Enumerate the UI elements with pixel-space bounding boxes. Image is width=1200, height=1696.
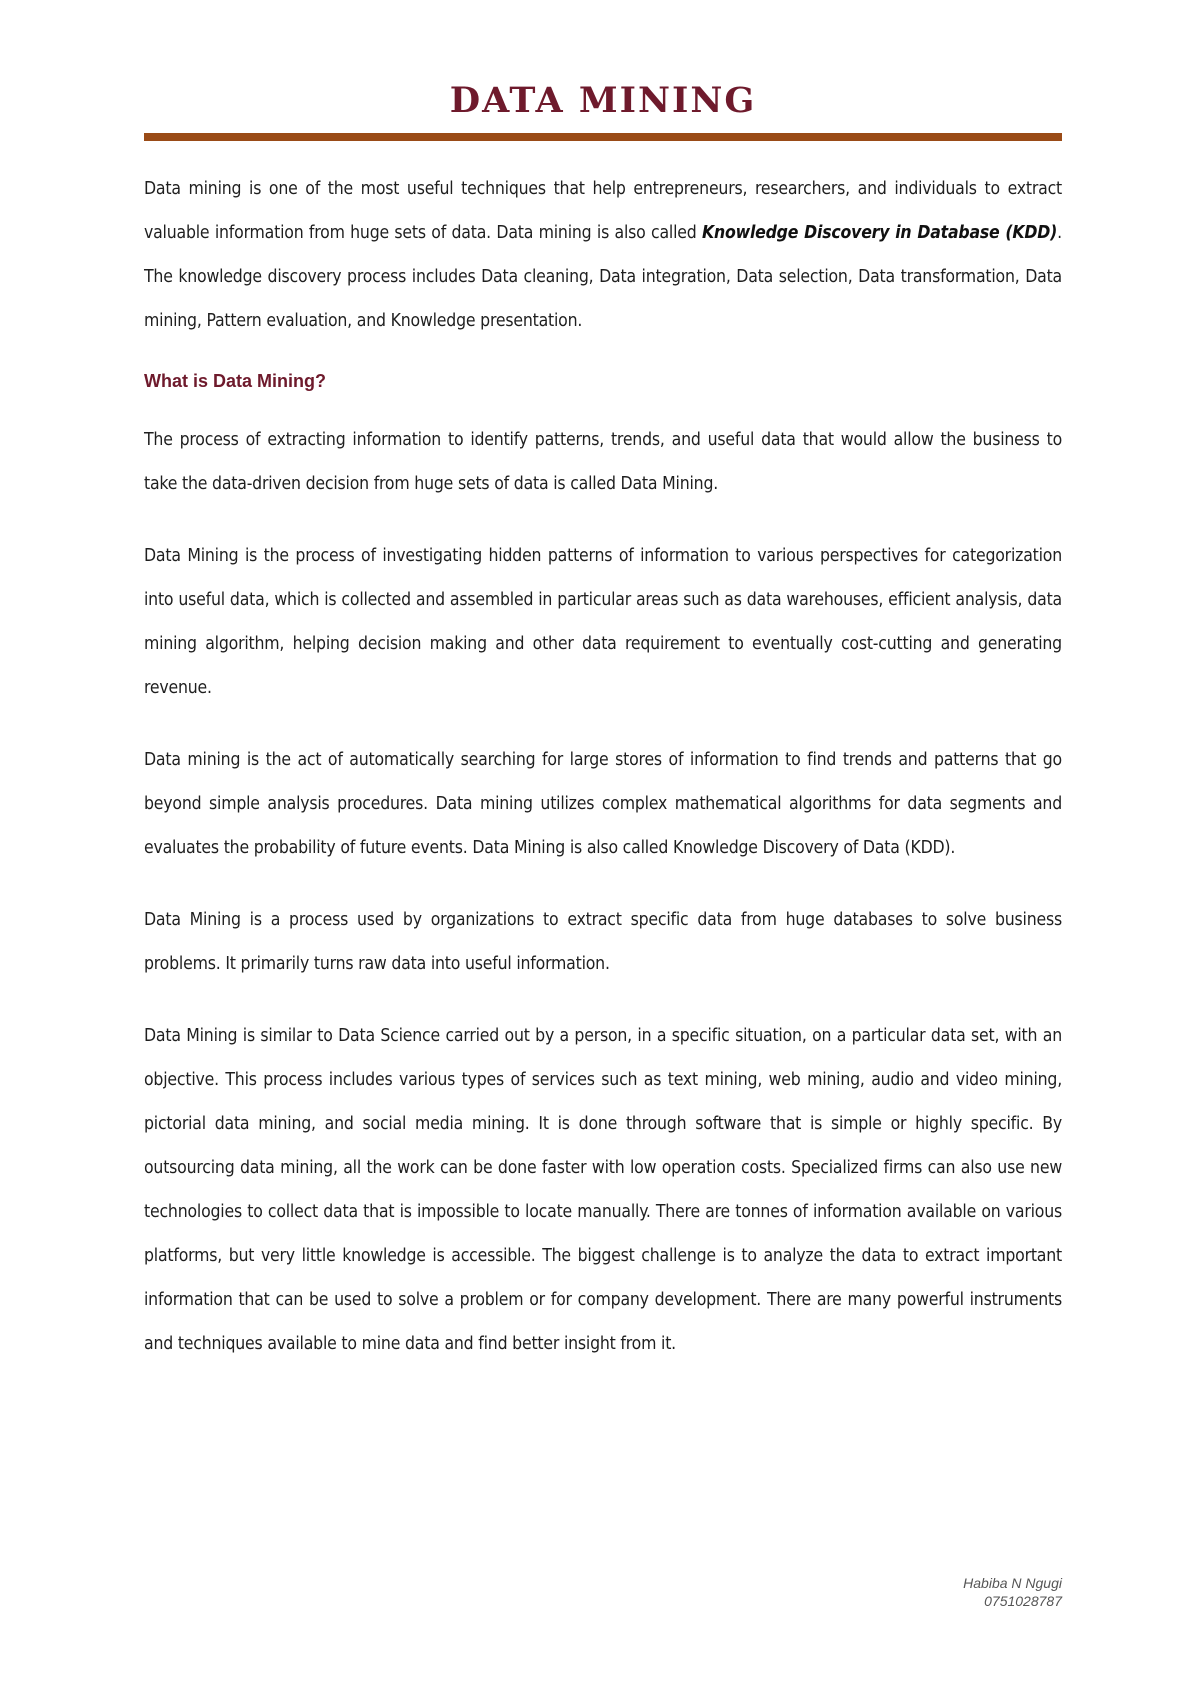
paragraph-organizations: Data Mining is a process used by organizations to extract specific data from huge databases to solve business problems. It primarily turns raw data into useful information.: [144, 909, 1062, 974]
paragraph-data-science: Data Mining is similar to Data Science carried out by a person, in a specific situation, on a particular data set, with an objective. This process includes various types of services such as text mining, web mining, audio and video mining, pictorial data mining, and social media mining. It is done through software that is simple or highly specific. By outsourcing data mining, all the work can be done faster with low operation costs. Specialized firms can also use new technologies to collect data that is impossible to locate manually. There are tonnes of information available on various platforms, but very little knowledge is accessible. The biggest challenge is to analyze the data to extract important information that can be used to solve a problem or for company development. There are many powerful instruments and techniques available to mine data and find better insight from it.: [144, 1025, 1062, 1354]
title-divider: [144, 133, 1062, 141]
document-title: DATA MINING: [449, 80, 757, 121]
section-heading: What is Data Mining?: [144, 370, 326, 391]
footer-phone: 0751028787: [984, 1593, 1062, 1609]
intro-text-after: . The knowledge discovery process includes Data cleaning, Data integration, Data selection, Data transformation, Data mining, Pattern evaluation, and Knowledge presentation.: [144, 222, 1062, 331]
paragraph-automatic-search: Data mining is the act of automatically searching for large stores of information to find trends and patterns that go beyond simple analysis procedures. Data mining utilizes complex mathematical algorithms for data segments and evaluates the probability of future events. Data Mining is also called Knowledge Discovery of Data (KDD).: [144, 749, 1062, 858]
footer-signature: [963, 1574, 1062, 1610]
intro-text-before: Data mining is one of the most useful techniques that help entrepreneurs, researchers, and individuals to extract valuable information from huge sets of data. Data mining is also called: [144, 178, 1062, 243]
paragraph-definition: The process of extracting information to identify patterns, trends, and useful data that would allow the business to take the data-driven decision from huge sets of data is called Data Mining.: [144, 429, 1062, 494]
kdd-emphasis: Knowledge Discovery in Database (KDD): [701, 222, 1058, 243]
document-page: [144, 0, 1062, 1366]
intro-paragraph: [144, 167, 1062, 343]
paragraph-hidden-patterns: Data Mining is the process of investigating hidden patterns of information to various perspectives for categorization into useful data, which is collected and assembled in particular areas such as data warehouses, efficient analysis, data mining algorithm, helping decision making and other data requirement to eventually cost-cutting and generating revenue.: [144, 545, 1062, 698]
footer-author: Habiba N Ngugi: [963, 1575, 1062, 1591]
